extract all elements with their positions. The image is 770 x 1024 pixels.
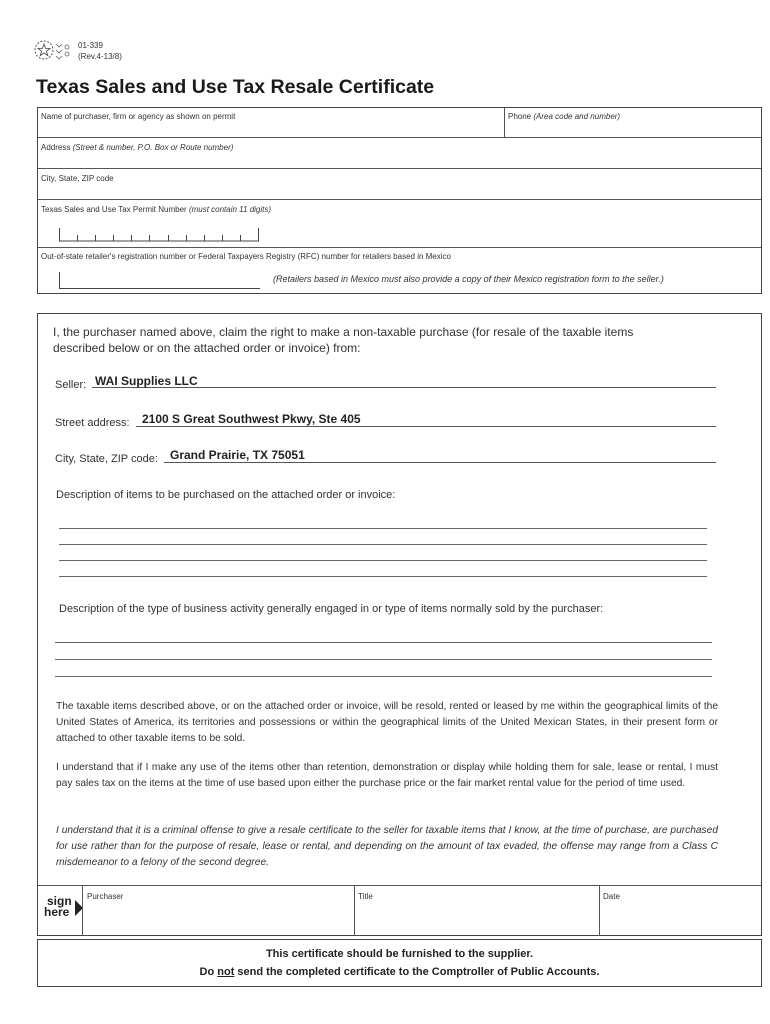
business-line[interactable] [55,642,712,643]
out-of-state-label: Out-of-state retailer's registration number or Federal Taxpayers Registry (RFC) number for retailers based in Mexico [41,252,451,261]
mexico-note: (Retailers based in Mexico must also provide a copy of their Mexico registration form to the seller.) [273,274,664,284]
page-title: Texas Sales and Use Tax Resale Certificate [36,76,435,98]
address-label-text: Address [41,143,71,152]
state-seal-icon [34,38,74,62]
footer-line-1: This certificate should be furnished to the supplier. [265,948,534,960]
divider [599,886,600,936]
sign-here-text-1: sign [47,894,72,908]
footer-line-2-not: not [217,966,235,978]
address-label [41,143,233,152]
claim-box [37,313,762,936]
purchaser-info-box [37,107,762,294]
date-field[interactable] [601,900,759,934]
out-of-state-number-field[interactable] [59,272,260,289]
street-address-label: Street address: [55,417,130,429]
divider [504,108,505,137]
signature-row [38,885,761,937]
city-state-zip-field[interactable] [38,184,761,199]
street-address-line [136,426,716,427]
address-field[interactable] [38,153,761,168]
permit-label-text: Texas Sales and Use Tax Permit Number [41,205,187,214]
divider [82,886,83,936]
divider [38,137,761,138]
purchaser-name-label: Name of purchaser, firm or agency as shown on permit [41,112,236,121]
divider [38,199,761,200]
footer-line-2-pre: Do [199,966,218,978]
permit-hint: (must contain 11 digits) [188,205,272,214]
purchaser-signature-field[interactable] [84,900,352,934]
sign-here-logo [44,896,84,928]
date-label: Date [603,892,620,901]
permit-number-label [41,205,271,214]
resale-statement: The taxable items described above, or on the attached order or invoice, will be resold, rented or leased by me within the geographical limits of the United States of America, its territories and possessions or within the geographical limits of the United Mexican States, in their present form or attached to other taxable items to be sold. [56,701,718,744]
seller-label: Seller: [55,379,87,391]
items-description-label: Description of items to be purchased on the attached order or invoice: [56,489,396,501]
seller-city-line [164,462,716,463]
permit-number-field[interactable] [59,228,259,242]
business-description-label: Description of the type of business activity generally engaged in or type of items normally sold by the purchaser: [59,603,604,615]
title-label: Title [358,892,373,901]
divider [354,886,355,936]
use-tax-statement: I understand that if I make any use of the items other than retention, demonstration or display while holding them for sale, lease or rental, I must pay sales tax on the items at the time of use based upon either the purchase price or the fair market rental value for the period of time used. [56,762,718,789]
business-line[interactable] [55,676,712,677]
phone-label [508,112,620,121]
footer-line-2-post: send the completed certificate to the Comptroller of Public Accounts. [234,966,600,978]
items-line[interactable] [59,576,707,577]
form-number-block [78,40,122,62]
form-number: 01-339 [78,41,103,50]
address-hint: (Street & number, P.O. Box or Route number) [72,143,234,152]
claim-intro: I, the purchaser named above, claim the right to make a non-taxable purchase (for resale of the taxable items described below or on the attached order or invoice) from: [53,325,634,355]
title-field[interactable] [356,900,597,934]
criminal-offense-statement [56,823,718,871]
divider [38,168,761,169]
seller-city-value[interactable]: Grand Prairie, TX 75051 [170,448,305,462]
footer-line-2 [38,966,761,978]
form-revision: (Rev.4-13/8) [78,52,122,61]
business-line[interactable] [55,659,712,660]
divider [38,247,761,248]
footer-note-box [37,939,762,987]
purchaser-signature-label: Purchaser [87,892,124,901]
phone-label-text: Phone [508,112,532,121]
criminal-offense-text: I understand that it is a criminal offense to give a resale certificate to the seller for taxable items that I know, at the time of purchase, are purchased for use rather than for the purpose of resale, lease or rental, and depending on the amount of tax evaded, the offense may range from a Class C misdemeanor to a felony of the second degree. [56,825,718,868]
phone-field[interactable] [506,122,761,137]
items-line[interactable] [59,528,707,529]
phone-hint: (Area code and number) [533,112,621,121]
seller-value[interactable]: WAI Supplies LLC [95,374,198,388]
city-state-zip-label: City, State, ZIP code [41,174,114,183]
purchaser-name-field[interactable] [38,122,502,137]
seller-city-label: City, State, ZIP code: [55,453,158,465]
items-line[interactable] [59,560,707,561]
street-address-value[interactable]: 2100 S Great Southwest Pkwy, Ste 405 [142,412,361,426]
sign-here-text-2: here [44,905,70,919]
items-line[interactable] [59,544,707,545]
